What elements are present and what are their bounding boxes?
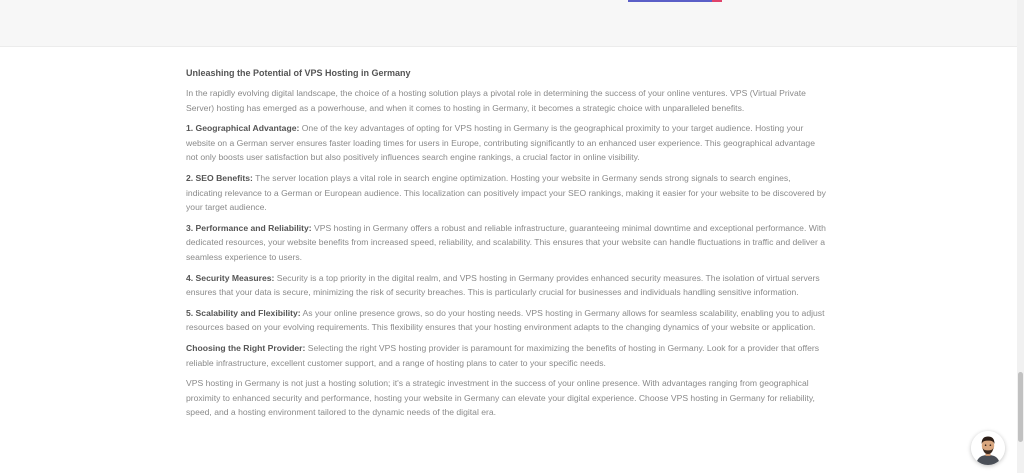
support-agent-avatar-icon — [971, 431, 1005, 465]
section-heading: 3. Performance and Reliability: — [186, 222, 312, 233]
section-geographical — [186, 121, 826, 165]
chat-widget-button[interactable] — [971, 431, 1005, 465]
section-heading: 5. Scalability and Flexibility: — [186, 307, 301, 318]
section-text: Selecting the right VPS hosting provider is paramount for maximizing the benefits of hosting in Germany. Look for a provider that offers reliable infrastructure, excellent customer support, and a range of hosting plans to cater to your specific needs. — [186, 342, 820, 368]
section-performance — [186, 221, 826, 265]
section-text: One of the key advantages of opting for VPS hosting in Germany is the geographical proximity to your target audience. Hosting your website on a German server ensures faster loading times for users in Europe, contributing significantly to an enhanced user experience. This geographical advantage not only boosts user satisfaction but also positively influences search engine rankings, a crucial factor in online visibility. — [186, 123, 815, 163]
section-text: As your online presence grows, so do your hosting needs. VPS hosting in Germany allows for seamless scalability, enabling you to adjust resources based on your evolving requirements. This flexibility ensures that your hosting environment adapts to the changing dynamics of your website or application. — [186, 307, 825, 333]
article-intro: In the rapidly evolving digital landscape, the choice of a hosting solution plays a pivotal role in determining the success of your online ventures. VPS (Virtual Private Server) hosting has emerged as a powerhouse, and when it comes to hosting in Germany, it becomes a strategic choice with unparalleled benefits. — [186, 88, 806, 113]
section-seo — [186, 171, 826, 215]
section-text: Security is a top priority in the digital realm, and VPS hosting in Germany provides enhanced security measures. The isolation of virtual servers ensures that your data is secure, minimizing the risk of security breaches. This is particularly crucial for businesses and individuals handling sensitive information. — [186, 272, 820, 298]
section-security — [186, 271, 826, 300]
header-button-edge[interactable] — [628, 0, 722, 2]
section-heading: 2. SEO Benefits: — [186, 172, 253, 183]
section-provider — [186, 341, 826, 370]
section-heading: 4. Security Measures: — [186, 272, 275, 283]
section-text: The server location plays a vital role in search engine optimization. Hosting your website in Germany sends strong signals to search engines, indicating relevance to a German or European audience. This localization can positively impact your SEO rankings, making it easier for your website to be discovered by your target audience. — [186, 172, 826, 213]
article-title: Unleashing the Potential of VPS Hosting in Germany — [186, 68, 411, 78]
section-heading: Choosing the Right Provider: — [186, 342, 306, 353]
section-text: VPS hosting in Germany offers a robust and reliable infrastructure, guaranteeing minimal downtime and exceptional performance. With dedicated resources, your website benefits from increased speed, reliability, and scalability. This ensures that your website can handle fluctuations in traffic and deliver a seamless experience to users. — [186, 222, 826, 262]
article-content — [186, 66, 826, 426]
article-conclusion: VPS hosting in Germany is not just a hosting solution; it's a strategic investment in the success of your online presence. With advantages ranging from geographical proximity to enhanced security and performance, hosting your website in Germany can elevate your digital experience. Choose VPS hosting in Germany for reliability, speed, and a hosting environment tailored to the dynamic needs of the digital era. — [186, 378, 815, 418]
section-heading: 1. Geographical Advantage: — [186, 123, 300, 134]
scrollbar-thumb[interactable] — [1018, 372, 1023, 442]
section-scalability — [186, 306, 826, 335]
page-scrollbar[interactable] — [1017, 0, 1024, 473]
page-header-band — [0, 0, 1017, 47]
